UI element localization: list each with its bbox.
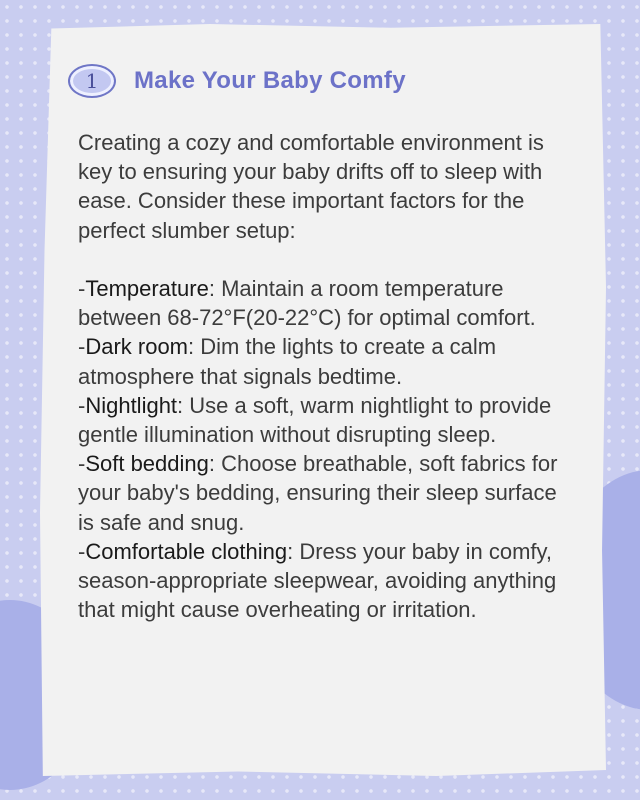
intro-paragraph: Creating a cozy and comfortable environment is key to ensuring your baby drifts off to sleep with ease. Consider these important factors for the perfect slumber setup: bbox=[78, 130, 544, 243]
factor-term: Nightlight bbox=[85, 392, 178, 418]
factor-term: Soft bedding bbox=[85, 451, 209, 477]
section-header bbox=[68, 61, 406, 101]
factor-term: Temperature bbox=[85, 276, 209, 301]
factor-item: -Nightlight: Use a soft, warm nightlight to provide gentle illumination without disrupting sleep. bbox=[78, 392, 552, 448]
factor-description: : Dim the lights to create a calm atmosphere that signals bedtime. bbox=[78, 334, 497, 389]
factor-description: : Choose breathable, soft fabrics for your baby's bedding, ensuring their sleep surface is safe and snug. bbox=[78, 451, 558, 535]
factor-term: Comfortable clothing bbox=[85, 538, 288, 564]
factor-description: : Use a soft, warm nightlight to provide gentle illumination without disrupting sleep. bbox=[78, 392, 552, 448]
factor-term: Dark room bbox=[85, 334, 189, 360]
step-number: 1 bbox=[85, 69, 99, 93]
step-number-badge bbox=[68, 64, 116, 98]
factor-description: : Maintain a room temperature between 68-72°F(20-22°C) for optimal comfort. bbox=[78, 276, 536, 331]
factor-item: -Comfortable clothing: Dress your baby in comfy, season-appropriate sleepwear, avoiding anything that might cause overheating or irritation. bbox=[78, 538, 557, 623]
factor-description: : Dress your baby in comfy, season-appropriate sleepwear, avoiding anything that might cause overheating or irritation. bbox=[78, 538, 557, 623]
factor-item: -Soft bedding: Choose breathable, soft fabrics for your baby's bedding, ensuring their sleep surface is safe and snug. bbox=[78, 451, 558, 535]
body-text bbox=[78, 128, 578, 624]
factor-item: -Temperature: Maintain a room temperature between 68-72°F(20-22°C) for optimal comfort. bbox=[78, 276, 536, 331]
section-title: Make Your Baby Comfy bbox=[134, 67, 406, 94]
factor-item: -Dark room: Dim the lights to create a calm atmosphere that signals bedtime. bbox=[78, 334, 497, 389]
